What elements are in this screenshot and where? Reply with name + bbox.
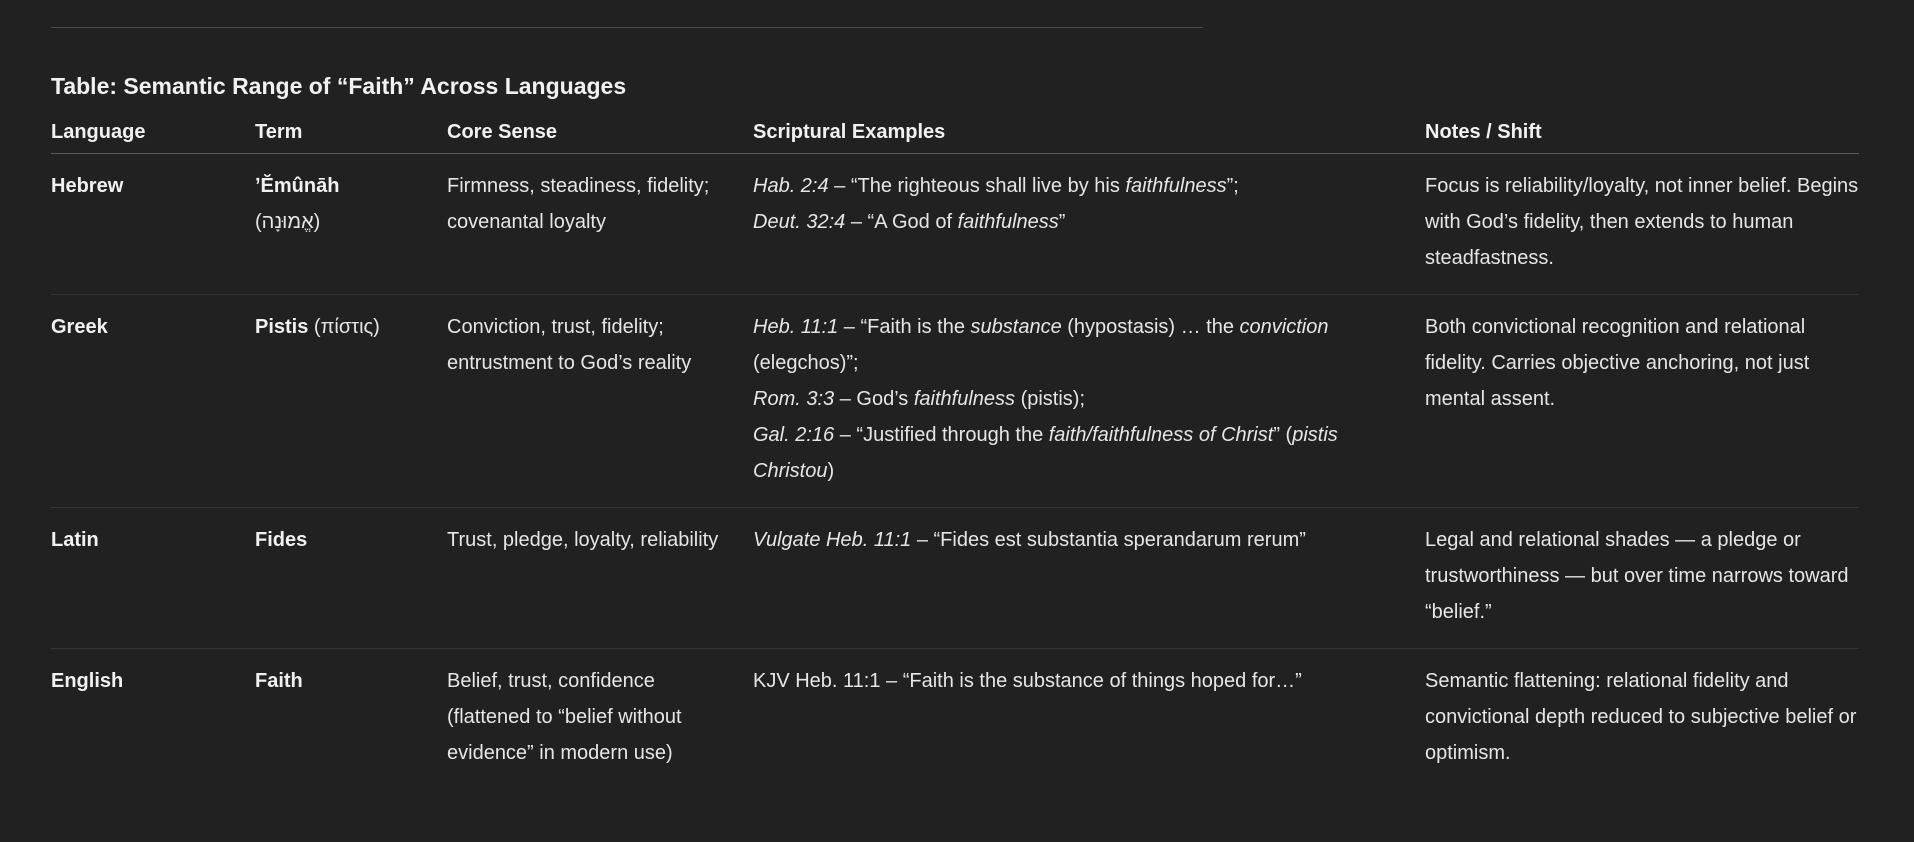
cell-examples (753, 508, 1425, 649)
cell-language (51, 508, 255, 649)
example-text: KJV Heb. 11:1 – “Faith is the substance of things hoped for…” (753, 670, 1302, 692)
term-transliteration: Faith (255, 670, 303, 692)
cell-language (51, 154, 255, 295)
example-emphasis: faithfulness (957, 211, 1059, 233)
scripture-ref: Hab. 2:4 (753, 175, 829, 197)
core-sense-text: Firmness, steadiness, fidelity; covenantal loyalty (447, 175, 710, 233)
term-original-script: (πίστις) (308, 316, 380, 338)
scripture-ref: Rom. 3:3 (753, 388, 835, 410)
example-text: ) (827, 460, 835, 482)
cell-core-sense (447, 508, 753, 649)
table-header-row (51, 114, 1859, 154)
cell-term (255, 649, 447, 790)
cell-term (255, 508, 447, 649)
term-transliteration: ʼĔmûnāh (255, 175, 340, 197)
example-emphasis: faithfulness (1125, 175, 1227, 197)
cell-language (51, 649, 255, 790)
header-core-sense: Core Sense (447, 114, 753, 154)
table-row-greek (51, 295, 1859, 508)
example-emphasis: faith/faithfulness of Christ (1048, 424, 1274, 446)
scripture-ref: Deut. 32:4 (753, 211, 846, 233)
example-text: – God’s (834, 388, 914, 410)
example-text: (hypostasis) … the (1061, 316, 1240, 338)
example-emphasis: pistis Christou (753, 424, 1338, 482)
scripture-ref: Vulgate Heb. 11:1 (753, 529, 912, 551)
header-term: Term (255, 114, 447, 154)
cell-examples (753, 649, 1425, 790)
header-language: Language (51, 114, 255, 154)
language-text: Greek (51, 316, 108, 338)
example-text: (elegchos)”; (753, 352, 859, 374)
example-text: ” ( (1273, 424, 1293, 446)
header-notes-shift: Notes / Shift (1425, 114, 1859, 154)
term-transliteration: Pistis (255, 316, 309, 338)
examples-text (753, 168, 1425, 240)
table-row-english (51, 649, 1859, 790)
example-emphasis: substance (970, 316, 1062, 338)
cell-language (51, 295, 255, 508)
examples-text (753, 663, 1425, 699)
example-text: (pistis); (1015, 388, 1086, 410)
notes-text: Focus is reliability/loyalty, not inner belief. Begins with God’s fidelity, then extends to human steadfastness. (1425, 175, 1859, 269)
scripture-ref: Gal. 2:16 (753, 424, 835, 446)
header-scriptural-examples: Scriptural Examples (753, 114, 1425, 154)
cell-core-sense (447, 649, 753, 790)
examples-text (753, 522, 1425, 558)
notes-text: Semantic flattening: relational fidelity and convictional depth reduced to subjective belief or optimism. (1425, 670, 1857, 764)
example-text: – “Fides est substantia sperandarum rerum” (911, 529, 1306, 551)
table-row-hebrew (51, 154, 1859, 295)
example-text: ” (1058, 211, 1066, 233)
language-text: Latin (51, 529, 99, 551)
example-emphasis: faithfulness (913, 388, 1016, 410)
example-text: – “Justified through the (834, 424, 1049, 446)
example-text: – “A God of (845, 211, 958, 233)
cell-term (255, 154, 447, 295)
table-row-latin (51, 508, 1859, 649)
cell-notes (1425, 508, 1859, 649)
cell-examples (753, 154, 1425, 295)
table-caption: Table: Semantic Range of “Faith” Across Languages (51, 73, 627, 99)
example-text: ”; (1226, 175, 1239, 197)
notes-text: Legal and relational shades — a pledge or trustworthiness — but over time narrows toward “belief.” (1425, 529, 1849, 623)
examples-text (753, 309, 1425, 489)
cell-notes (1425, 154, 1859, 295)
language-text: English (51, 670, 124, 692)
core-sense-text: Trust, pledge, loyalty, reliability (447, 529, 719, 551)
example-text: – “Faith is the (838, 316, 971, 338)
divider-line (51, 27, 1203, 28)
example-emphasis: conviction (1239, 316, 1329, 338)
notes-text: Both convictional recognition and relational fidelity. Carries objective anchoring, not just mental assent. (1425, 316, 1810, 410)
cell-term (255, 295, 447, 508)
core-sense-text: Belief, trust, confidence (flattened to “belief without evidence” in modern use) (447, 670, 682, 764)
semantic-range-table (51, 114, 1859, 789)
term-transliteration: Fides (255, 529, 308, 551)
cell-notes (1425, 649, 1859, 790)
cell-core-sense (447, 295, 753, 508)
core-sense-text: Conviction, trust, fidelity; entrustment to God’s reality (447, 316, 692, 374)
language-text: Hebrew (51, 175, 124, 197)
cell-notes (1425, 295, 1859, 508)
example-text: – “The righteous shall live by his (828, 175, 1126, 197)
cell-core-sense (447, 154, 753, 295)
cell-examples (753, 295, 1425, 508)
term-original-script: (אֱמוּנָה) (255, 211, 321, 233)
scripture-ref: Heb. 11:1 (753, 316, 839, 338)
